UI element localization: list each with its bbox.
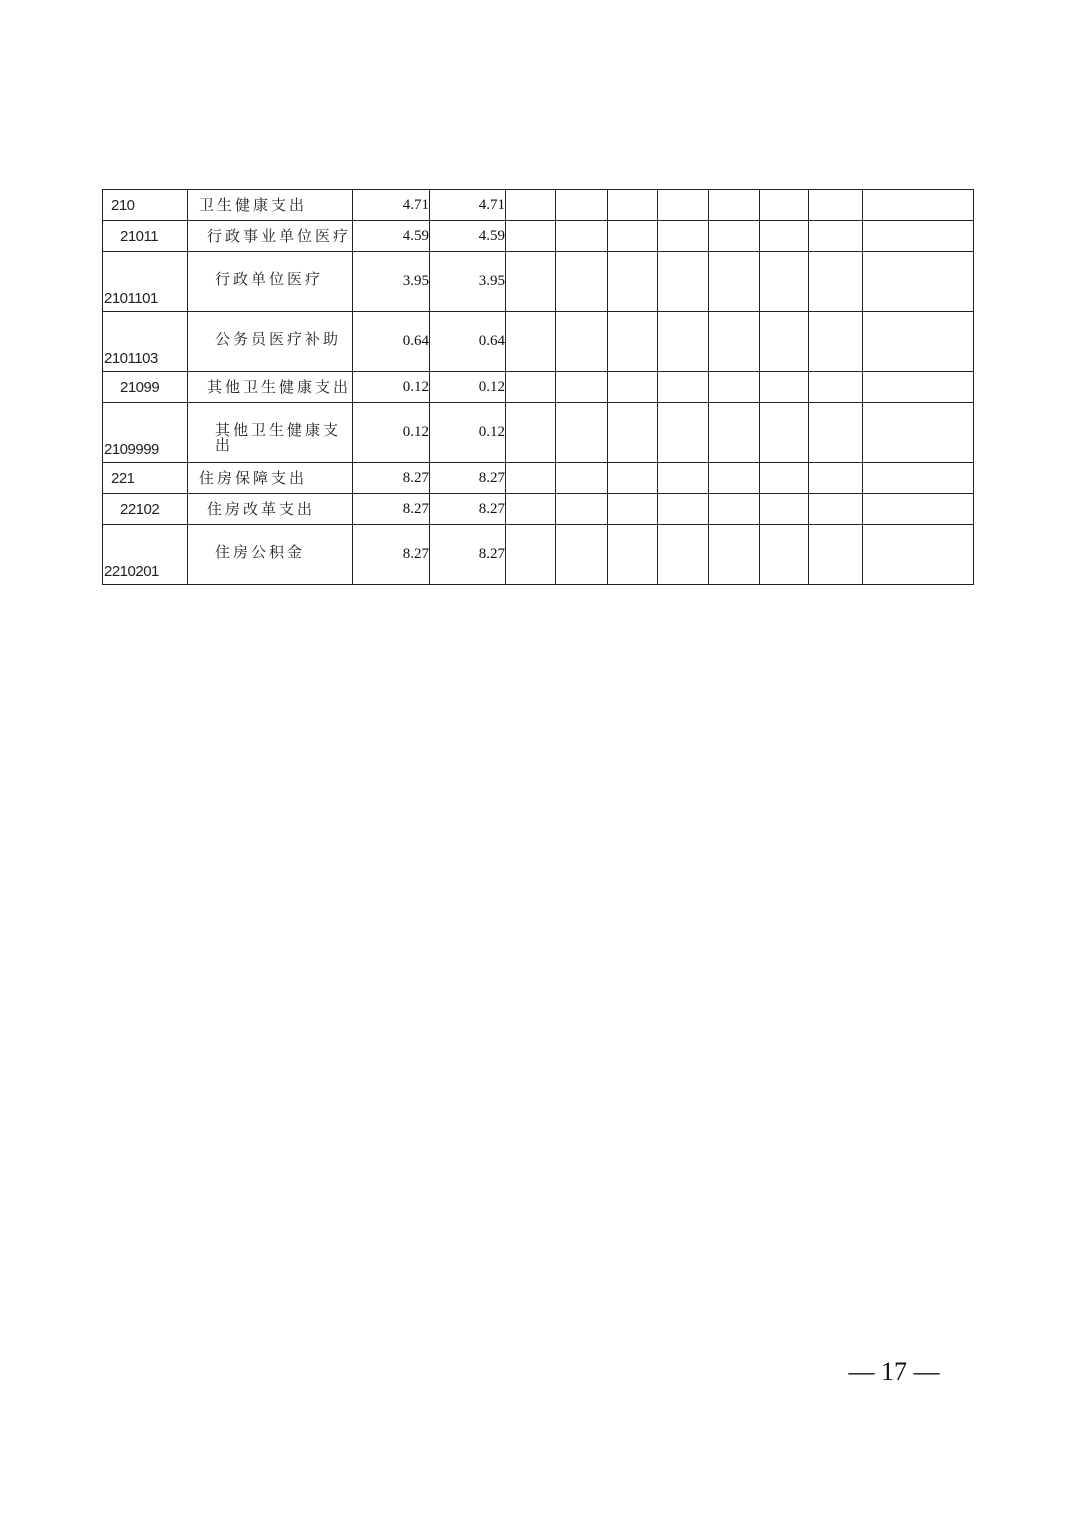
empty-cell	[658, 252, 709, 312]
empty-cell	[809, 312, 863, 372]
empty-cell	[709, 403, 760, 463]
empty-cell	[760, 252, 809, 312]
empty-cell	[760, 312, 809, 372]
amount-total-cell: 4.71	[353, 190, 430, 221]
table-row	[103, 463, 974, 494]
amount-total-cell: 8.27	[353, 525, 430, 585]
empty-cell	[863, 372, 974, 403]
empty-cell	[608, 221, 658, 252]
empty-cell	[658, 372, 709, 403]
account-name-cell: 住房改革支出	[188, 494, 353, 525]
empty-cell	[556, 190, 608, 221]
account-code-cell: 2101101	[103, 252, 188, 312]
empty-cell	[506, 312, 556, 372]
empty-cell	[863, 221, 974, 252]
amount-basic-cell: 0.12	[430, 372, 506, 403]
empty-cell	[658, 403, 709, 463]
amount-basic-cell: 3.95	[430, 252, 506, 312]
amount-total-cell: 8.27	[353, 494, 430, 525]
table-row	[103, 494, 974, 525]
empty-cell	[863, 403, 974, 463]
budget-table	[102, 189, 974, 585]
amount-total-cell: 0.12	[353, 403, 430, 463]
empty-cell	[863, 190, 974, 221]
account-name-cell: 卫生健康支出	[188, 190, 353, 221]
amount-basic-cell: 4.59	[430, 221, 506, 252]
amount-total-cell: 8.27	[353, 463, 430, 494]
empty-cell	[658, 190, 709, 221]
empty-cell	[809, 252, 863, 312]
amount-total-cell: 0.12	[353, 372, 430, 403]
empty-cell	[556, 494, 608, 525]
empty-cell	[506, 494, 556, 525]
account-code-cell: 221	[103, 463, 188, 494]
empty-cell	[863, 525, 974, 585]
empty-cell	[608, 312, 658, 372]
empty-cell	[658, 463, 709, 494]
table-row	[103, 190, 974, 221]
empty-cell	[760, 372, 809, 403]
empty-cell	[809, 494, 863, 525]
empty-cell	[709, 221, 760, 252]
amount-total-cell: 4.59	[353, 221, 430, 252]
account-code-cell: 2109999	[103, 403, 188, 463]
empty-cell	[608, 403, 658, 463]
empty-cell	[556, 525, 608, 585]
empty-cell	[760, 525, 809, 585]
empty-cell	[556, 463, 608, 494]
amount-total-cell: 0.64	[353, 312, 430, 372]
empty-cell	[760, 403, 809, 463]
empty-cell	[760, 221, 809, 252]
empty-cell	[608, 252, 658, 312]
empty-cell	[760, 190, 809, 221]
empty-cell	[556, 403, 608, 463]
empty-cell	[556, 372, 608, 403]
empty-cell	[608, 494, 658, 525]
empty-cell	[809, 221, 863, 252]
empty-cell	[506, 372, 556, 403]
amount-basic-cell: 0.12	[430, 403, 506, 463]
empty-cell	[809, 372, 863, 403]
empty-cell	[556, 252, 608, 312]
empty-cell	[658, 525, 709, 585]
account-name-cell: 住房保障支出	[188, 463, 353, 494]
amount-basic-cell: 4.71	[430, 190, 506, 221]
account-code-cell: 22102	[103, 494, 188, 525]
empty-cell	[809, 463, 863, 494]
account-code-cell: 2210201	[103, 525, 188, 585]
amount-total-cell: 3.95	[353, 252, 430, 312]
empty-cell	[709, 252, 760, 312]
empty-cell	[863, 312, 974, 372]
empty-cell	[506, 221, 556, 252]
table-row	[103, 221, 974, 252]
account-code-cell: 210	[103, 190, 188, 221]
empty-cell	[556, 312, 608, 372]
empty-cell	[709, 312, 760, 372]
table-row	[103, 403, 974, 463]
account-code-cell: 21011	[103, 221, 188, 252]
table-row	[103, 312, 974, 372]
empty-cell	[608, 463, 658, 494]
account-name-cell: 其他卫生健康支出	[188, 403, 353, 463]
empty-cell	[709, 463, 760, 494]
empty-cell	[709, 494, 760, 525]
empty-cell	[760, 463, 809, 494]
empty-cell	[809, 403, 863, 463]
account-name-cell: 其他卫生健康支出	[188, 372, 353, 403]
empty-cell	[506, 252, 556, 312]
amount-basic-cell: 8.27	[430, 494, 506, 525]
account-name-cell: 行政事业单位医疗	[188, 221, 353, 252]
empty-cell	[608, 372, 658, 403]
empty-cell	[658, 494, 709, 525]
empty-cell	[608, 190, 658, 221]
empty-cell	[506, 403, 556, 463]
empty-cell	[709, 190, 760, 221]
empty-cell	[608, 525, 658, 585]
empty-cell	[863, 494, 974, 525]
empty-cell	[809, 525, 863, 585]
empty-cell	[506, 463, 556, 494]
empty-cell	[760, 494, 809, 525]
table-row	[103, 525, 974, 585]
amount-basic-cell: 8.27	[430, 525, 506, 585]
table-body	[103, 190, 974, 585]
empty-cell	[709, 372, 760, 403]
empty-cell	[658, 221, 709, 252]
account-name-cell: 行政单位医疗	[188, 252, 353, 312]
account-name-cell: 住房公积金	[188, 525, 353, 585]
empty-cell	[863, 252, 974, 312]
account-code-cell: 2101103	[103, 312, 188, 372]
empty-cell	[863, 463, 974, 494]
amount-basic-cell: 8.27	[430, 463, 506, 494]
amount-basic-cell: 0.64	[430, 312, 506, 372]
account-name-cell: 公务员医疗补助	[188, 312, 353, 372]
empty-cell	[506, 525, 556, 585]
empty-cell	[709, 525, 760, 585]
empty-cell	[658, 312, 709, 372]
empty-cell	[506, 190, 556, 221]
page-number: — 17 —	[848, 1357, 940, 1386]
empty-cell	[809, 190, 863, 221]
account-code-cell: 21099	[103, 372, 188, 403]
table-row	[103, 252, 974, 312]
empty-cell	[556, 221, 608, 252]
table-row	[103, 372, 974, 403]
